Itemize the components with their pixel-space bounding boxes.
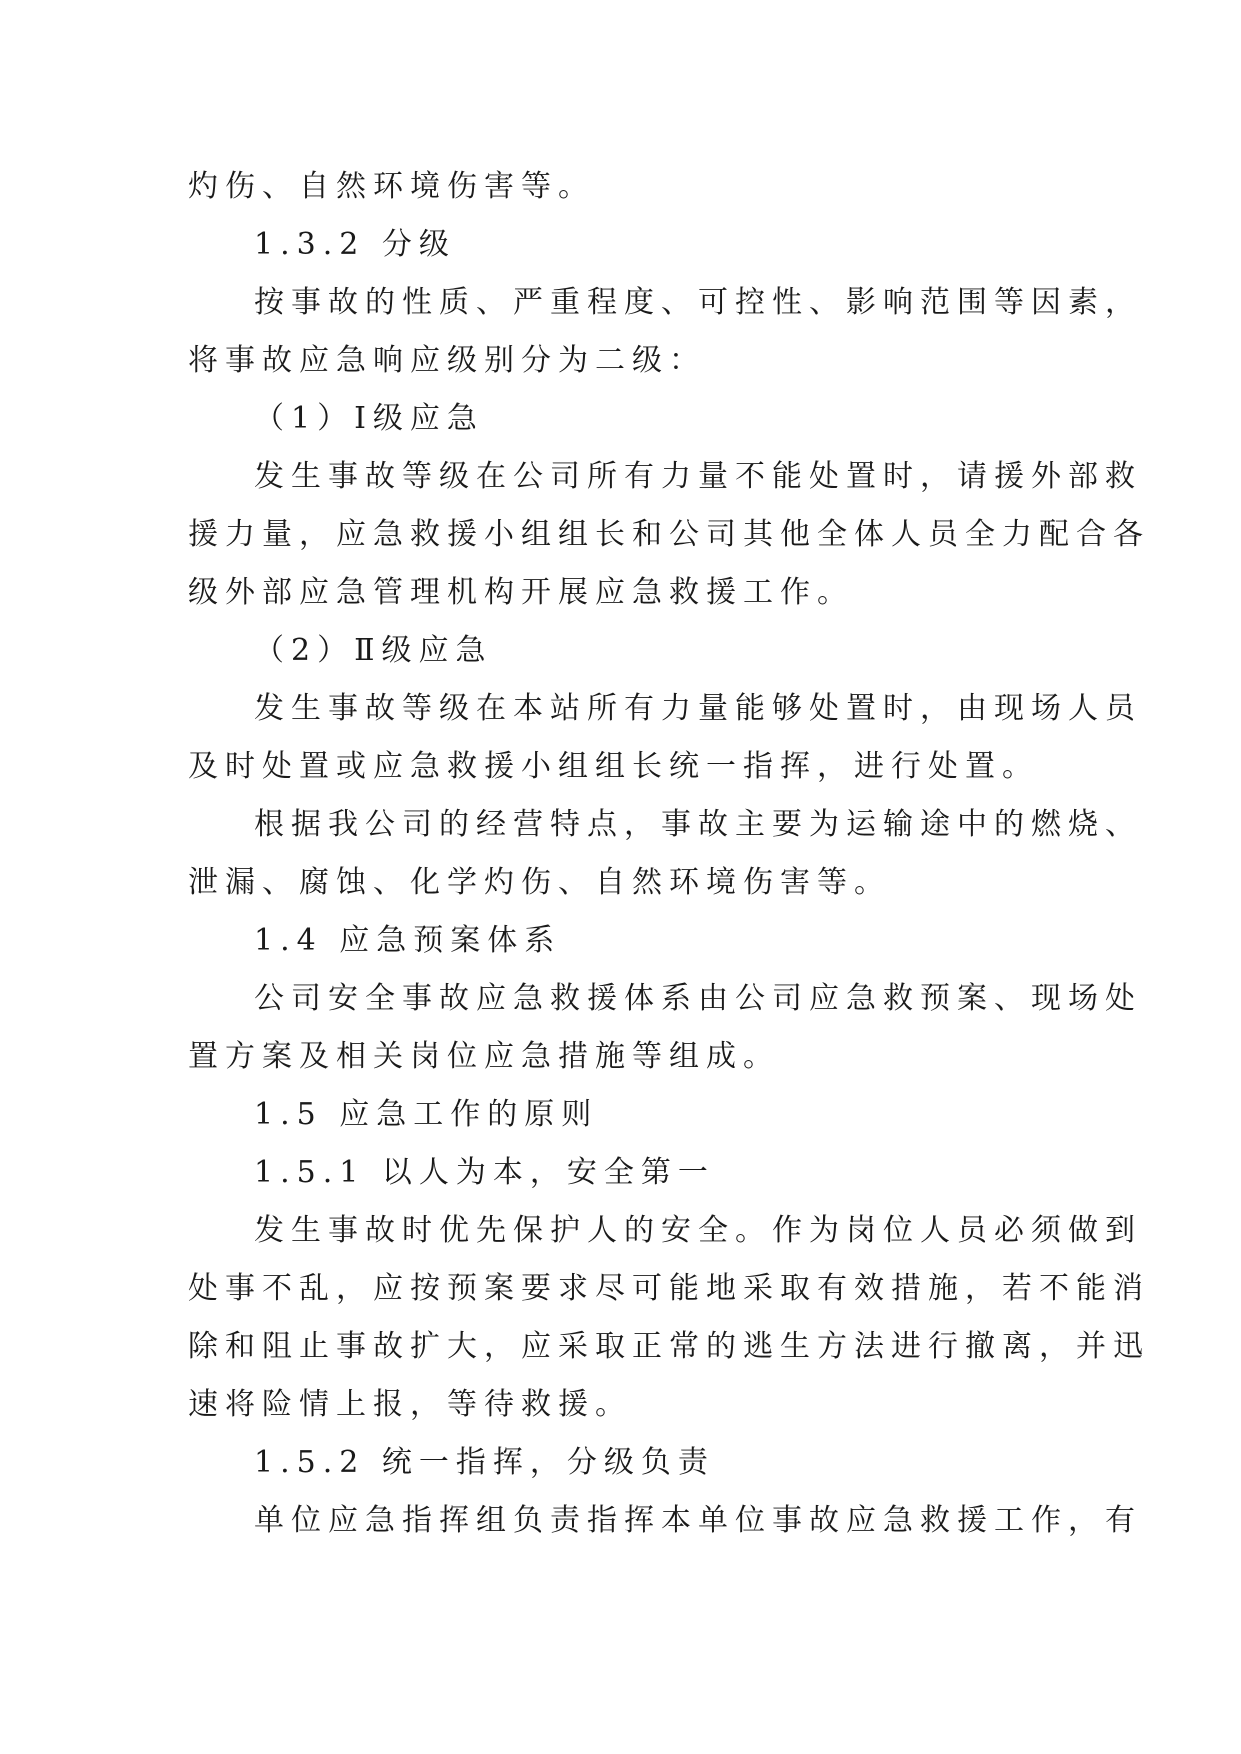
text-line: 灼伤、自然环境伤害等。 xyxy=(188,169,595,204)
text-line: 处事不乱，应按预案要求尽可能地采取有效措施，若不能消 xyxy=(188,1271,1150,1306)
text-line: 发生事故时优先保护人的安全。作为岗位人员必须做到 xyxy=(254,1213,1142,1248)
text-line: 1.5.2 统一指挥，分级负责 xyxy=(254,1445,715,1480)
text-line: 1.4 应急预案体系 xyxy=(254,923,562,958)
text-line: 泄漏、腐蚀、化学灼伤、自然环境伤害等。 xyxy=(188,865,891,900)
text-line: 速将险情上报，等待救援。 xyxy=(188,1387,632,1422)
text-line: （2）Ⅱ级应急 xyxy=(254,633,493,668)
text-line: 除和阻止事故扩大，应采取正常的逃生方法进行撤离，并迅 xyxy=(188,1329,1150,1364)
text-line: 根据我公司的经营特点，事故主要为运输途中的燃烧、 xyxy=(254,807,1142,842)
document-body xyxy=(188,158,1150,1550)
text-line: 级外部应急管理机构开展应急救援工作。 xyxy=(188,575,854,610)
text-line: 援力量，应急救援小组组长和公司其他全体人员全力配合各 xyxy=(188,517,1150,552)
text-line: 单位应急指挥组负责指挥本单位事故应急救援工作，有 xyxy=(254,1503,1142,1538)
text-line: 1.5 应急工作的原则 xyxy=(254,1097,599,1132)
text-line: 发生事故等级在公司所有力量不能处置时，请援外部救 xyxy=(254,459,1142,494)
text-line: 1.3.2 分级 xyxy=(254,227,456,262)
text-line: 发生事故等级在本站所有力量能够处置时，由现场人员 xyxy=(254,691,1142,726)
text-line: 按事故的性质、严重程度、可控性、影响范围等因素， xyxy=(254,285,1142,320)
text-line: （1）Ⅰ级应急 xyxy=(254,401,484,436)
text-line: 置方案及相关岗位应急措施等组成。 xyxy=(188,1039,780,1074)
text-line: 1.5.1 以人为本，安全第一 xyxy=(254,1155,715,1190)
text-line: 将事故应急响应级别分为二级： xyxy=(188,343,706,378)
text-line: 及时处置或应急救援小组组长统一指挥，进行处置。 xyxy=(188,749,1039,784)
text-line: 公司安全事故应急救援体系由公司应急救预案、现场处 xyxy=(254,981,1142,1016)
